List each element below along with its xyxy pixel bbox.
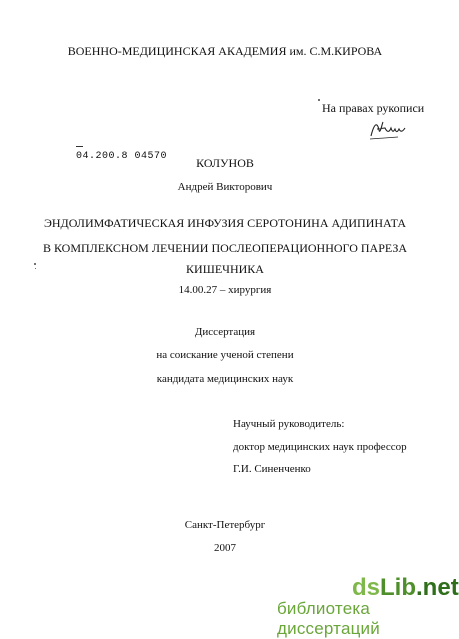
title-line-2: В КОМПЛЕКСНОМ ЛЕЧЕНИИ ПОСЛЕОПЕРАЦИОННОГО ПАРЕЗА [42, 241, 408, 255]
catalog-code: 04.200.8 04570 [76, 151, 168, 162]
dissertation-label: Диссертация [194, 326, 256, 338]
rights-label-tick [318, 99, 320, 101]
specialty: 14.00.27 – хирургия [178, 284, 272, 296]
title-line-3: КИШЕЧНИКА [186, 262, 264, 276]
degree-name: кандидата медицинских наук [156, 373, 294, 385]
scan-speck [34, 263, 36, 265]
watermark-net: .net [416, 574, 459, 601]
watermark-ds: ds [352, 574, 381, 601]
year: 2007 [214, 542, 236, 554]
city: Санкт-Петербург [184, 519, 266, 531]
title-line-1: ЭНДОЛИМФАТИЧЕСКАЯ ИНФУЗИЯ СЕРОТОНИНА АДИПИНАТА [43, 216, 407, 230]
author-name: Андрей Викторович [177, 181, 273, 193]
author-surname: КОЛУНОВ [196, 156, 254, 170]
rights-label: На правах рукописи [322, 101, 425, 115]
scan-speck [35, 268, 36, 269]
watermark-logo [352, 574, 459, 602]
watermark-lib: Lib [380, 574, 417, 601]
supervisor-name: Г.И. Синенченко [233, 463, 311, 475]
supervisor-degree: доктор медицинских наук профессор [233, 441, 407, 453]
handwritten-signature [368, 118, 408, 140]
catalog-code-mark [76, 146, 83, 147]
supervisor-label: Научный руководитель: [233, 418, 345, 430]
degree-purpose: на соискание ученой степени [156, 349, 294, 361]
watermark-subtitle: библиотека диссертаций [277, 599, 380, 638]
institution-header: ВОЕННО-МЕДИЦИНСКАЯ АКАДЕМИЯ им. С.М.КИРОВА [67, 44, 383, 58]
